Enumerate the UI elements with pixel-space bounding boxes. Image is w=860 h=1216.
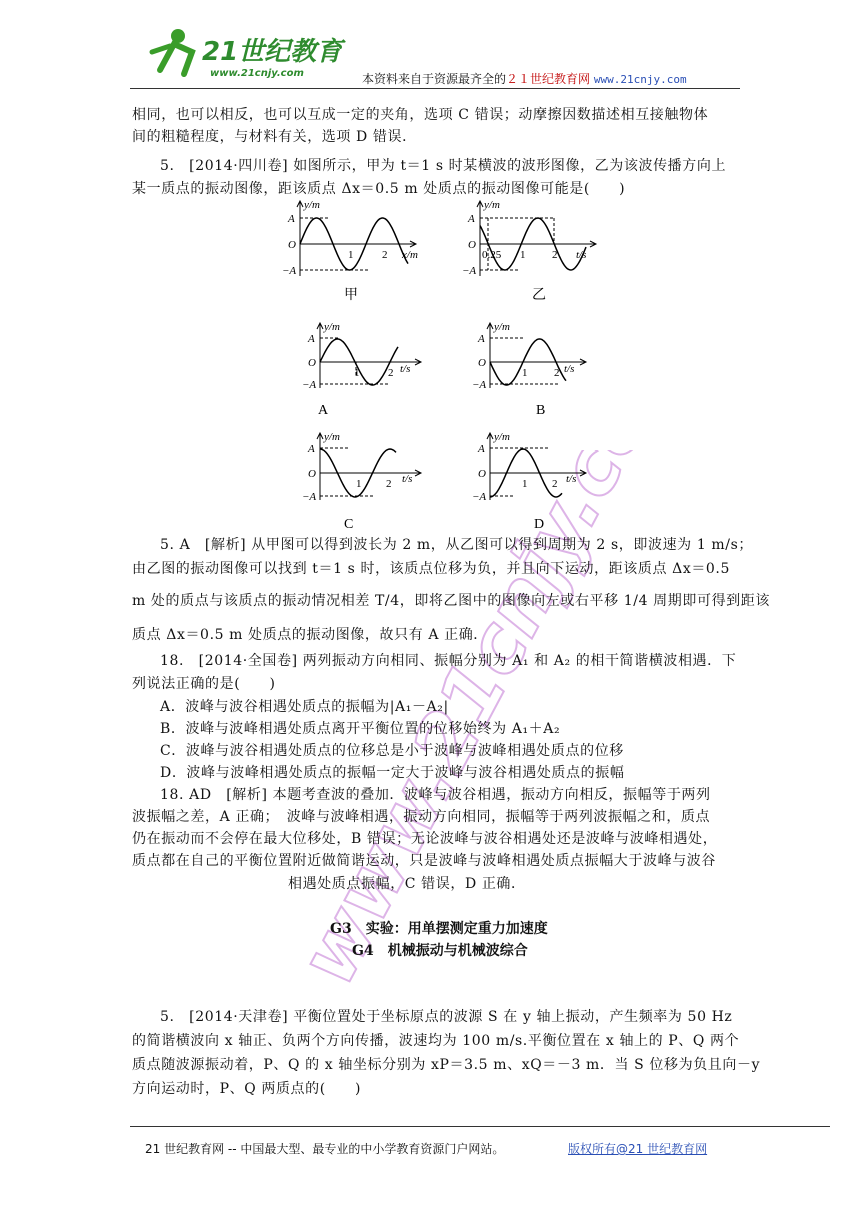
- jia-o-label: O: [288, 239, 296, 251]
- label-jia: 甲: [344, 288, 358, 303]
- c-tick-2: 2: [386, 478, 392, 490]
- label-b: B: [536, 403, 546, 418]
- d-tick-2: 2: [552, 478, 558, 490]
- graph-d: [472, 431, 586, 503]
- footer-left: 21 世纪教育网 -- 中国最大型、最专业的中小学教育资源门户网站。: [145, 1142, 505, 1156]
- label-d: D: [534, 517, 545, 532]
- yi-t-unit: t/s: [576, 249, 587, 261]
- c-a-label: A: [308, 443, 315, 455]
- section-g4: G4 机械振动与机械波综合: [352, 943, 528, 959]
- a-o-label: O: [308, 357, 316, 369]
- a-tick-2: 2: [388, 367, 394, 379]
- q5-line-2: 某一质点的振动图像，距该质点 Δx＝0.5 m 处质点的振动图像可能是( ): [132, 181, 626, 197]
- label-a: A: [318, 403, 329, 418]
- q18-line-1: 18. [2014·全国卷] 两列振动方向相同、振幅分别为 A₁ 和 A₂ 的相干简谐横波相遇．下: [160, 653, 737, 669]
- logo-url: www.21cnjy.com: [210, 68, 304, 79]
- yi-tick-2: 2: [552, 249, 558, 261]
- d-tick-1: 1: [522, 478, 528, 490]
- q18-option-a: A．波峰与波谷相遇处质点的振幅为|A₁－A₂|: [160, 699, 449, 715]
- a18-line-5: 相遇处质点振幅，C 错误，D 正确．: [288, 876, 526, 892]
- c-t-unit: t/s: [402, 473, 413, 485]
- b-y-label: y/m: [494, 321, 510, 333]
- tj-line-3: 质点随波源振动着，P、Q 的 x 轴坐标分别为 xP＝3.5 m、xQ＝－3 m．当 S 位移为负且向－y: [132, 1057, 761, 1073]
- c-neg-a-label: −A: [302, 491, 317, 503]
- b-a-label: A: [478, 333, 485, 345]
- wave-figures: [270, 196, 600, 536]
- jia-neg-a-label: −A: [282, 265, 297, 277]
- yi-tick-025: 0.25: [482, 249, 502, 261]
- a5-line-2: 由乙图的振动图像可以找到 t＝1 s 时，该质点位移为负，并且向下运动，距该质点 Δx＝0.5: [132, 561, 730, 577]
- graph-yi: [462, 199, 596, 277]
- jia-y-label: y/m: [304, 199, 320, 211]
- jia-tick-2: 2: [382, 249, 388, 261]
- tj-line-1: 5. [2014·天津卷] 平衡位置处于坐标原点的波源 S 在 y 轴上振动，产生频率为 50 Hz: [160, 1009, 733, 1025]
- graph-a: [302, 321, 421, 391]
- jia-a-label: A: [288, 213, 295, 225]
- b-tick-1: 1: [522, 367, 528, 379]
- a-a-label: A: [308, 333, 315, 345]
- a5-line-1: 5. A [解析] 从甲图可以得到波长为 2 m，从乙图可以得到周期为 2 s，即波速为 1 m/s；: [160, 537, 753, 553]
- graph-b: [472, 321, 586, 391]
- d-y-label: y/m: [494, 431, 510, 443]
- tj-line-4: 方向运动时，P、Q 两质点的( ): [132, 1081, 362, 1097]
- footer-copyright-link[interactable]: 版权所有@21 世纪教育网: [568, 1142, 708, 1156]
- d-t-unit: t/s: [566, 473, 577, 485]
- tj-line-2: 的简谐横波向 x 轴正、负两个方向传播，波速均为 100 m/s.平衡位置在 x 轴上的 P、Q 两个: [132, 1033, 740, 1049]
- d-o-label: O: [478, 468, 486, 480]
- watermark-text: www.21cnjy.com: [305, 450, 685, 999]
- header-divider: [130, 88, 740, 89]
- a-tick-1: 1: [354, 367, 360, 379]
- section-g3: G3 实验：用单摆测定重力加速度: [330, 921, 548, 937]
- para-1-line-2: 间的粗糙程度，与材料有关，选项 D 错误．: [132, 129, 417, 145]
- logo-text: 21世纪教育: [202, 37, 343, 67]
- a18-line-3: 仍在振动而不会停在最大位移处，B 错误；无论波峰与波谷相遇处还是波峰与波峰相遇处，: [132, 831, 718, 847]
- yi-a-label: A: [468, 213, 475, 225]
- c-y-label: y/m: [324, 431, 340, 443]
- header-brand: ２１世纪教育网: [506, 72, 591, 86]
- b-tick-2: 2: [554, 367, 560, 379]
- q18-option-d: D．波峰与波峰相遇处质点的振幅一定大于波峰与波谷相遇处质点的振幅: [160, 765, 625, 781]
- b-neg-a-label: −A: [472, 379, 487, 391]
- site-logo: [140, 22, 350, 82]
- graph-jia: [282, 199, 418, 277]
- jia-x-unit: x/m: [402, 249, 418, 261]
- b-o-label: O: [478, 357, 486, 369]
- header-url[interactable]: www.21cnjy.com: [593, 73, 687, 86]
- c-o-label: O: [308, 468, 316, 480]
- a-t-unit: t/s: [400, 363, 411, 375]
- d-a-label: A: [478, 443, 485, 455]
- yi-o-label: O: [468, 239, 476, 251]
- header-caption-prefix: 本资料来自于资源最齐全的: [362, 72, 507, 86]
- q18-option-b: B．波峰与波峰相遇处质点离开平衡位置的位移始终为 A₁＋A₂: [160, 721, 561, 737]
- a-y-label: y/m: [324, 321, 340, 333]
- jia-tick-1: 1: [348, 249, 354, 261]
- b-t-unit: t/s: [564, 363, 575, 375]
- header-caption: [362, 70, 687, 87]
- a5-line-3: m 处的质点与该质点的振动情况相差 T/4，即将乙图中的图像向左或右平移 1/4 周期即可得到距该: [132, 593, 770, 609]
- para-1-line-1: 相同，也可以相反，也可以互成一定的夹角，选项 C 错误；动摩擦因数描述相互接触物体: [132, 107, 709, 123]
- c-tick-1: 1: [356, 478, 362, 490]
- yi-y-label: y/m: [484, 199, 500, 211]
- yi-tick-1: 1: [520, 249, 526, 261]
- a-neg-a-label: −A: [302, 379, 317, 391]
- q18-option-c: C．波峰与波谷相遇处质点的位移总是小于波峰与波峰相遇处质点的位移: [160, 743, 624, 759]
- footer-divider: [130, 1126, 830, 1127]
- q5-line-1: 5. [2014·四川卷] 如图所示，甲为 t＝1 s 时某横波的波形图像，乙为该波传播方向上: [160, 158, 727, 174]
- label-c: C: [344, 517, 354, 532]
- q18-line-2: 列说法正确的是( ): [132, 676, 276, 692]
- a5-line-4: 质点 Δx＝0.5 m 处质点的振动图像，故只有 A 正确．: [132, 627, 488, 643]
- a18-line-1: 18. AD [解析] 本题考查波的叠加．波峰与波谷相遇，振动方向相反，振幅等于两列: [160, 787, 711, 803]
- d-neg-a-label: −A: [472, 491, 487, 503]
- a18-line-2: 波振幅之差，A 正确； 波峰与波峰相遇，振动方向相同，振幅等于两列波振幅之和，质点: [132, 809, 711, 825]
- a18-line-4: 质点都在自己的平衡位置附近做简谐运动，只是波峰与波峰相遇处质点振幅大于波峰与波谷: [132, 853, 716, 869]
- yi-neg-a-label: −A: [462, 265, 477, 277]
- graph-c: [302, 431, 421, 503]
- label-yi: 乙: [532, 288, 546, 303]
